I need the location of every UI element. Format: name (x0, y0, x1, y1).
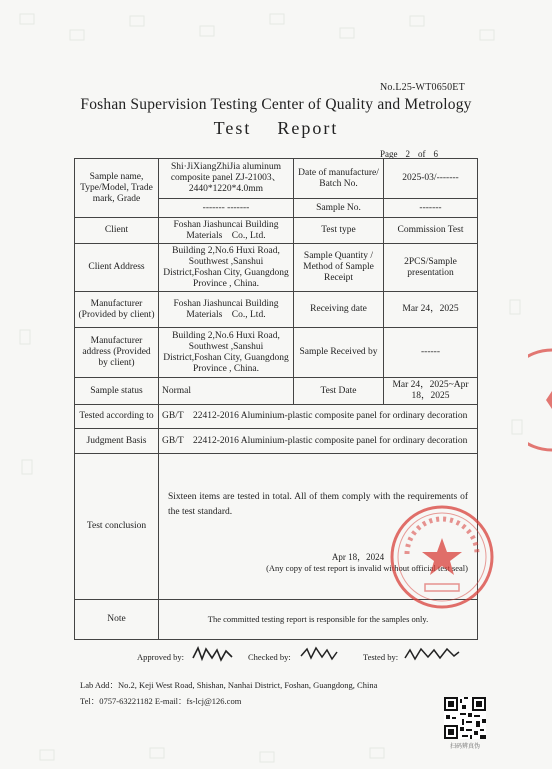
tested-label: Tested by: (363, 652, 399, 662)
qr-code[interactable] (444, 697, 486, 739)
manufacturer-address-value: Building 2,No.6 Huxi Road, Southwest ,Sanshui District,Foshan City, Guangdong Province , China. (159, 328, 294, 378)
sample-received-value: ------ (384, 328, 478, 378)
sample-quantity-label: Sample Quantity / Method of Sample Receipt (294, 244, 384, 292)
title-word-report: Report (277, 118, 339, 138)
manufacture-date-label: Date of manufacture/ Batch No. (294, 159, 384, 199)
sample-no-value: ------- (384, 199, 478, 218)
judgment-basis-value: GB/T 22412-2016 Aluminium-plastic composite panel for ordinary decoration (159, 429, 478, 454)
sample-no-label: Sample No. (294, 199, 384, 218)
manufacturer-address-label: Manufacturer address (Provided by client) (75, 328, 159, 378)
client-address-label: Client Address (75, 244, 159, 292)
contact-info: Tel：0757-63221182 E-mail：fs-lcj@126.com (80, 696, 242, 706)
qr-code-caption: 扫码辨真伪 (449, 744, 480, 750)
conclusion-date: Apr 18，2024 (331, 552, 385, 562)
note-value: The committed testing report is responsible for the samples only. (159, 600, 478, 640)
checker-signature (298, 644, 340, 664)
conclusion-text: Sixteen items are tested in total. All of them comply with the requirements of the test standard. (168, 492, 468, 517)
conclusion-label: Test conclusion (75, 454, 159, 600)
judgment-basis-label: Judgment Basis (75, 429, 159, 454)
tested-according-label: Tested according to (75, 405, 159, 429)
report-table (74, 158, 478, 640)
page-label: Page (380, 149, 398, 159)
page-number: 2 (405, 149, 410, 159)
page-total: 6 (433, 149, 438, 159)
tester-signature (402, 644, 462, 664)
manufacturer-value: Foshan Jiashuncai Building Materials Co., Ltd. (159, 292, 294, 328)
client-label: Client (75, 218, 159, 244)
sample-name-value: Shi·JiXiangZhiJia aluminum composite panel ZJ-21003、2440*1220*4.0mm (159, 159, 294, 199)
official-seal-stamp (387, 502, 497, 612)
lab-address: Lab Add：No.2, Keji West Road, Shishan, Nanhai District, Foshan, Guangdong, China (80, 680, 378, 690)
approver-signature (190, 644, 236, 664)
page-of: of (418, 149, 426, 159)
approved-label: Approved by: (137, 652, 184, 662)
sample-name-dashes: ------- ------- (159, 199, 294, 218)
sample-quantity-value: 2PCS/Sample presentation (384, 244, 478, 292)
test-date-label: Test Date (294, 378, 384, 405)
page-title (0, 118, 552, 139)
edge-seal-stamp (528, 345, 552, 455)
sample-name-label: Sample name, Type/Model, Trade mark, Grade (75, 159, 159, 218)
test-date-value: Mar 24，2025~Apr 18，2025 (384, 378, 478, 405)
tested-according-value: GB/T 22412-2016 Aluminium-plastic composite panel for ordinary decoration (159, 405, 478, 429)
conclusion-cell (159, 454, 478, 600)
client-address-value: Building 2,No.6 Huxi Road, Southwest ,Sanshui District,Foshan City, Guangdong Province , China. (159, 244, 294, 292)
report-number: No.L25-WT0650ET (380, 82, 465, 93)
sample-status-value: Normal (159, 378, 294, 405)
sample-status-label: Sample status (75, 378, 159, 405)
test-type-label: Test type (294, 218, 384, 244)
note-label: Note (75, 600, 159, 640)
checked-label: Checked by: (248, 652, 291, 662)
copy-invalid-note: (Any copy of test report is invalid without official test seal) (266, 563, 468, 573)
manufacture-date-value: 2025-03/------- (384, 159, 478, 199)
test-type-value: Commission Test (384, 218, 478, 244)
organization-name: Foshan Supervision Testing Center of Quality and Metrology (80, 96, 472, 113)
manufacturer-label: Manufacturer (Provided by client) (75, 292, 159, 328)
title-word-test: Test (213, 118, 252, 138)
client-value: Foshan Jiashuncai Building Materials Co., Ltd. (159, 218, 294, 244)
receiving-date-value: Mar 24，2025 (384, 292, 478, 328)
receiving-date-label: Receiving date (294, 292, 384, 328)
sample-received-label: Sample Received by (294, 328, 384, 378)
